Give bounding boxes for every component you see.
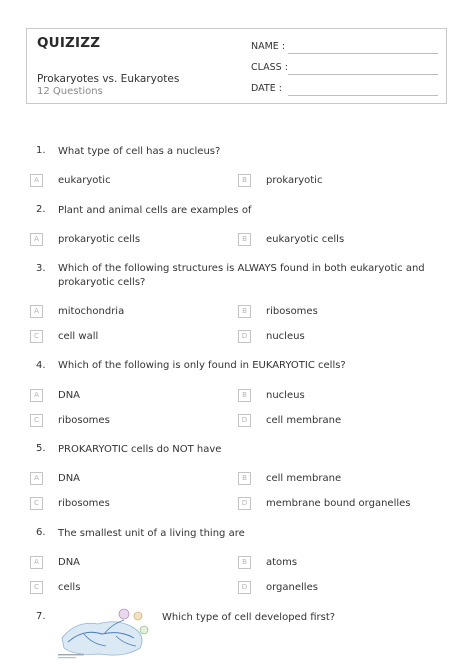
option-text: eukaryotic cells <box>266 234 345 245</box>
option-letter-box: C <box>30 414 43 427</box>
option-letter-box: A <box>30 389 43 402</box>
question-count: 12 Questions <box>37 86 103 97</box>
option-text: cell membrane <box>266 473 342 484</box>
option-text: nucleus <box>266 331 305 342</box>
question-text: Plant and animal cells are examples of <box>58 205 252 216</box>
option-text: DNA <box>58 473 81 484</box>
question-number: 4. <box>36 360 46 371</box>
option-text: prokaryotic cells <box>58 234 141 245</box>
option-text: eukaryotic <box>58 175 111 186</box>
option-letter-box: A <box>30 556 43 569</box>
option-letter-box: A <box>30 233 43 246</box>
option-text: cell wall <box>58 331 99 342</box>
name-label: NAME : <box>251 41 286 52</box>
option-letter-box: B <box>238 389 251 402</box>
option-text: DNA <box>58 557 81 568</box>
option-letter-box: B <box>238 305 251 318</box>
question-text: Which type of cell developed first? <box>162 612 336 623</box>
worksheet-title: Prokaryotes vs. Eukaryotes <box>37 73 180 85</box>
question-number: 1. <box>36 145 46 156</box>
option-letter-box: B <box>238 174 251 187</box>
question-text: What type of cell has a nucleus? <box>58 146 221 157</box>
option-letter-box: B <box>238 233 251 246</box>
option-letter-box: C <box>30 497 43 510</box>
option-text: cell membrane <box>266 415 342 426</box>
option-letter-box: D <box>238 497 251 510</box>
class-line[interactable] <box>288 74 438 75</box>
worksheet-header <box>26 28 447 104</box>
option-text: DNA <box>58 390 81 401</box>
option-letter-box: D <box>238 414 251 427</box>
question-number: 6. <box>36 527 46 538</box>
question-number: 5. <box>36 443 46 454</box>
class-label: CLASS : <box>251 62 288 73</box>
option-letter-box: A <box>30 305 43 318</box>
question-text: The smallest unit of a living thing are <box>58 528 245 539</box>
option-letter-box: A <box>30 472 43 485</box>
question-number: 7. <box>36 611 46 622</box>
option-text: ribosomes <box>58 498 110 509</box>
option-letter-box: A <box>30 174 43 187</box>
question-number: 2. <box>36 204 46 215</box>
date-line[interactable] <box>288 95 438 96</box>
option-text: atoms <box>266 557 298 568</box>
option-text: membrane bound organelles <box>266 498 411 509</box>
date-label: DATE : <box>251 83 282 94</box>
option-text: mitochondria <box>58 306 125 317</box>
question-number: 3. <box>36 263 46 274</box>
quizizz-logo: QUIZIZZ <box>37 35 101 51</box>
option-letter-box: B <box>238 556 251 569</box>
option-letter-box: D <box>238 581 251 594</box>
cell-evolution-diagram <box>54 604 154 660</box>
option-text: organelles <box>266 582 318 593</box>
option-text: cells <box>58 582 81 593</box>
option-text: nucleus <box>266 390 305 401</box>
option-text: prokaryotic <box>266 175 323 186</box>
option-text: ribosomes <box>266 306 318 317</box>
option-letter-box: D <box>238 330 251 343</box>
question-text: Which of the following structures is ALWAYS found in both eukaryotic and prokaryotic cells? <box>58 263 425 288</box>
option-letter-box: C <box>30 581 43 594</box>
option-letter-box: B <box>238 472 251 485</box>
option-letter-box: C <box>30 330 43 343</box>
question-text: Which of the following is only found in EUKARYOTIC cells? <box>58 360 346 371</box>
option-text: ribosomes <box>58 415 110 426</box>
name-line[interactable] <box>288 53 438 54</box>
question-text: PROKARYOTIC cells do NOT have <box>58 444 222 455</box>
